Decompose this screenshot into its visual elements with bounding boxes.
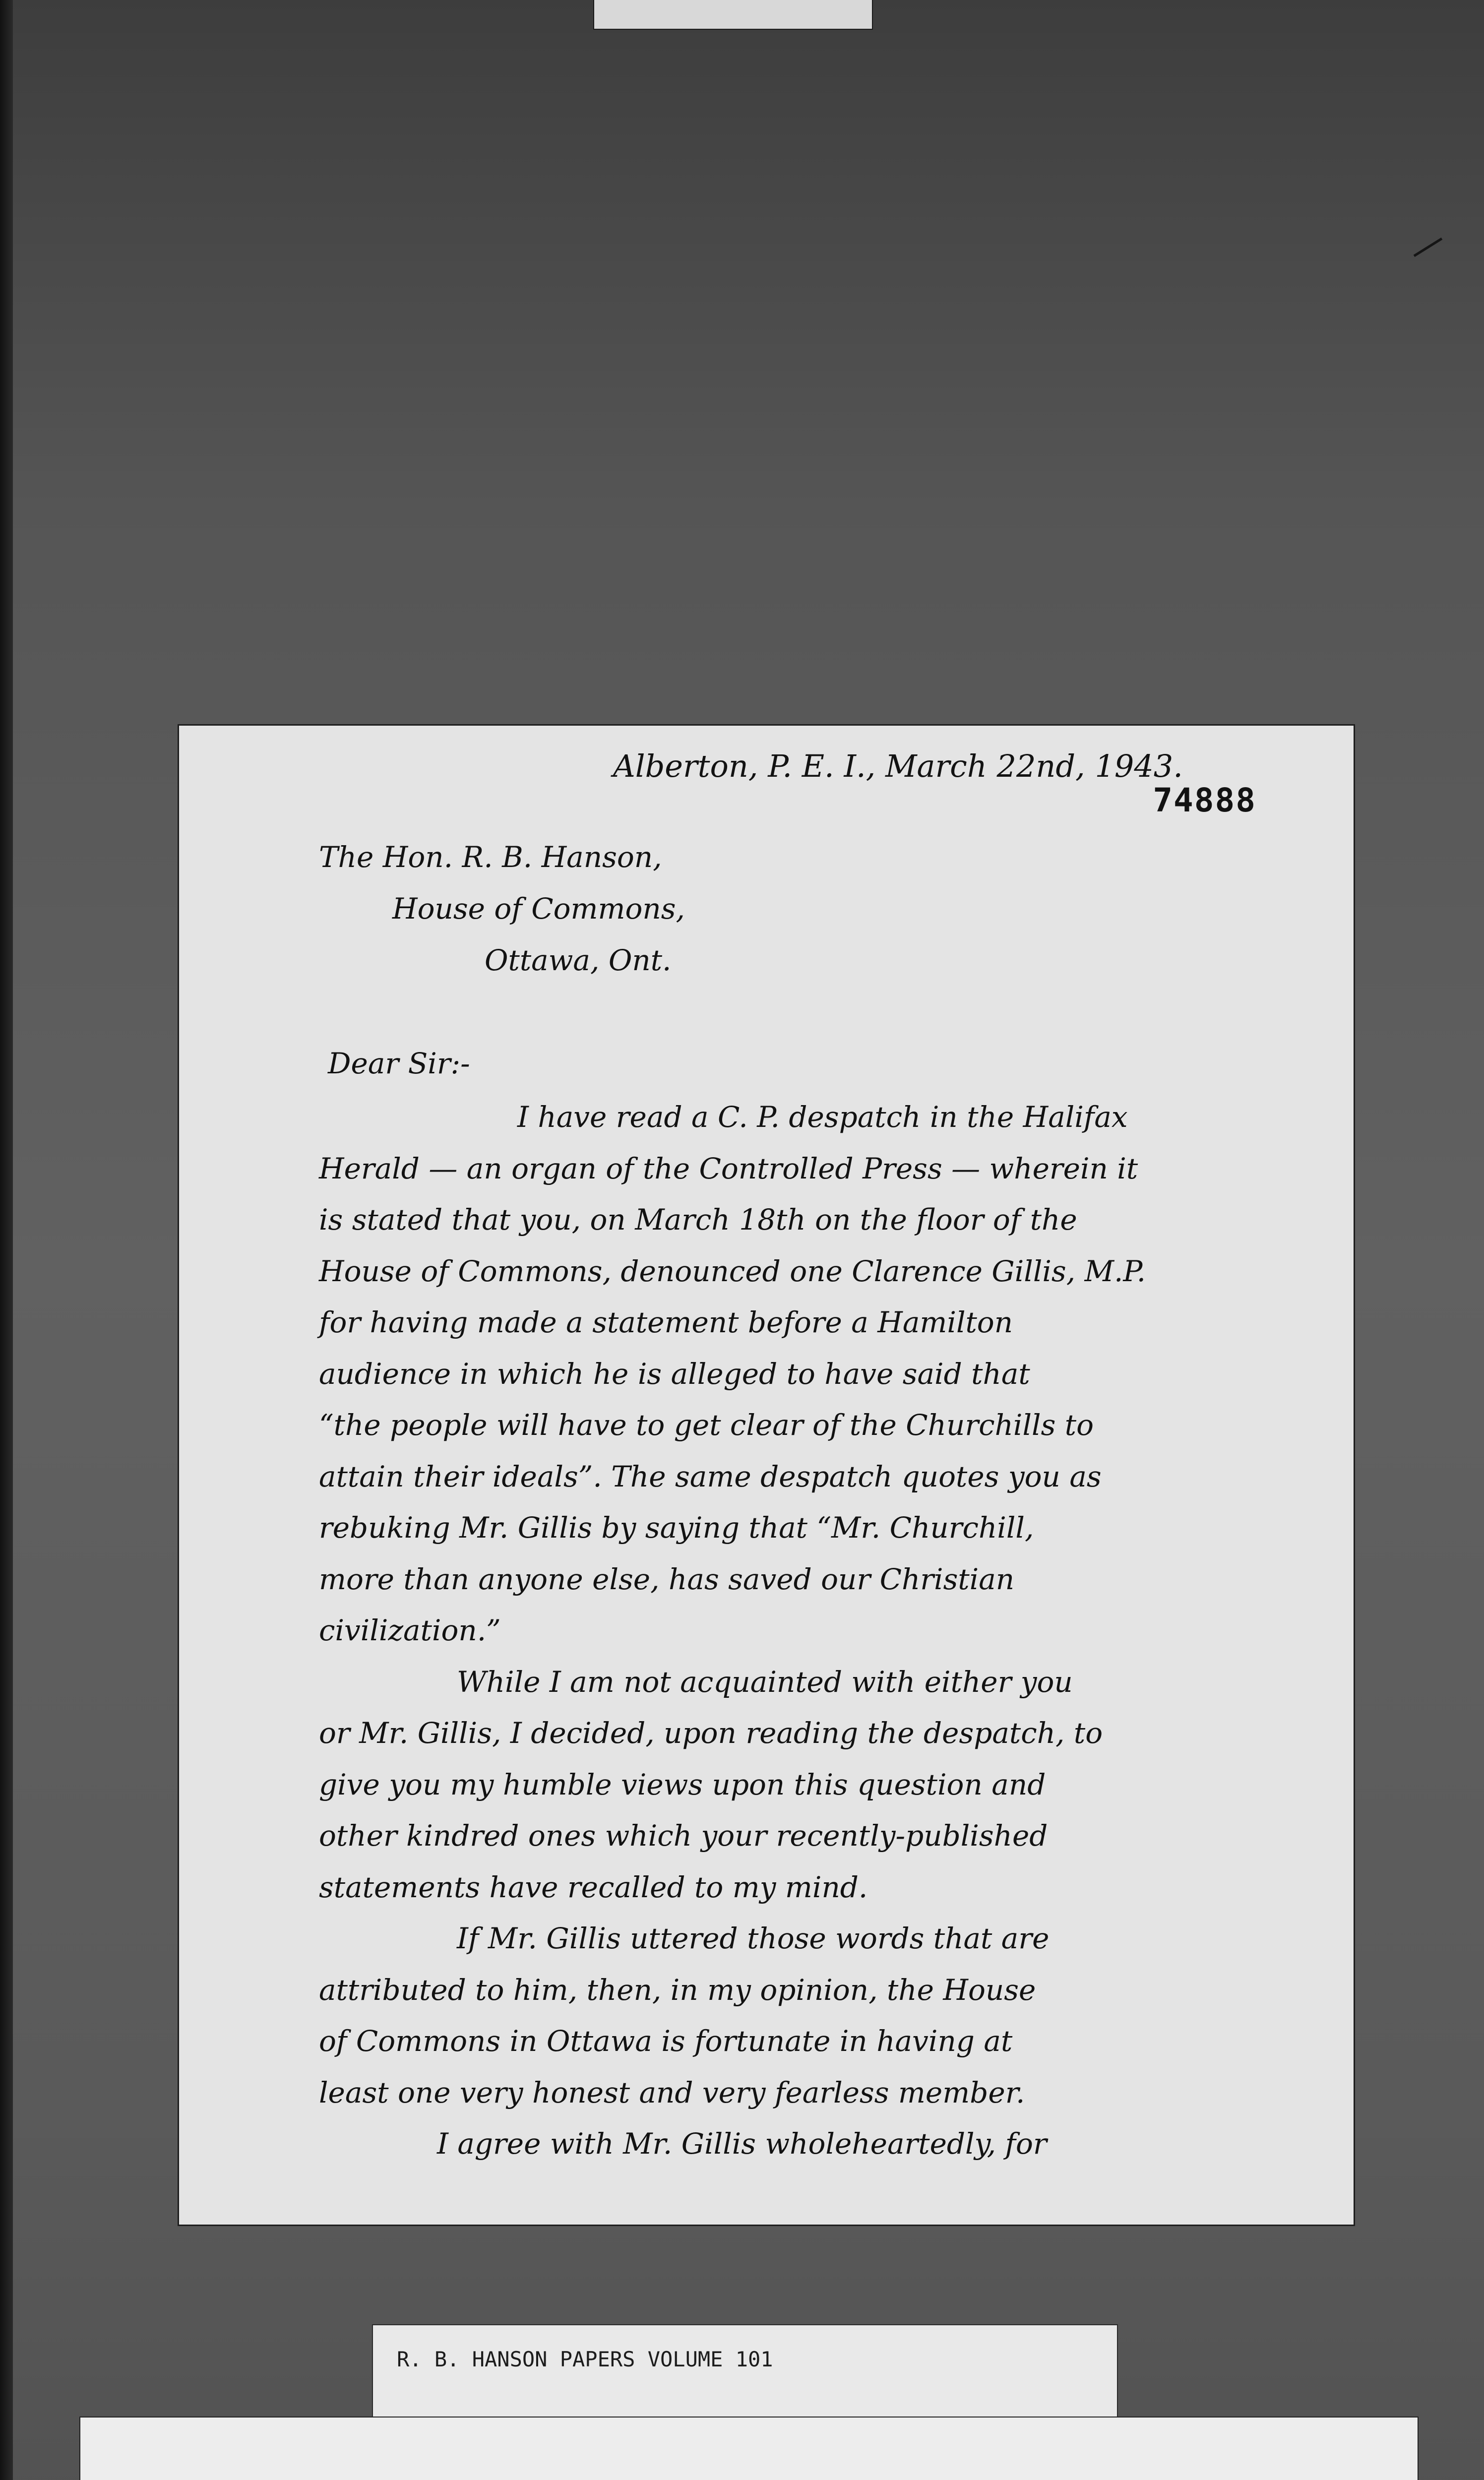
film-edge-strip: [0, 0, 13, 2480]
document-stamp-number: 74888: [1153, 781, 1256, 819]
letter-salutation: Dear Sir:-: [328, 1047, 470, 1080]
collection-label: [372, 2324, 1118, 2423]
letter-body-line: is stated that you, on March 18th on the floor of the: [319, 1203, 1077, 1237]
letter-body-line: other kindred ones which your recently-published: [319, 1819, 1048, 1853]
top-paper-tab: [593, 0, 873, 30]
letter-body-line: rebuking Mr. Gillis by saying that “Mr. Churchill,: [319, 1511, 1034, 1545]
letter-body-line: audience in which he is alleged to have said that: [319, 1357, 1030, 1391]
recipient-address-line: House of Commons,: [392, 892, 685, 926]
letter-body-line: civilization.”: [319, 1613, 501, 1647]
letter-dateline: Alberton, P. E. I., March 22nd, 1943.: [613, 748, 1183, 784]
letter-body-line: “the people will have to get clear of the Churchills to: [319, 1408, 1094, 1442]
letter-body-line: for having made a statement before a Hamilton: [319, 1305, 1013, 1339]
handwritten-letter: [178, 724, 1355, 2226]
letter-body-line: statements have recalled to my mind.: [319, 1870, 868, 1904]
archive-card: [79, 2417, 1419, 2480]
recipient-address-line: Ottawa, Ont.: [485, 943, 672, 977]
letter-body-line: House of Commons, denounced one Clarence Gillis, M.P.: [319, 1254, 1146, 1288]
recipient-name: The Hon. R. B. Hanson,: [319, 840, 662, 874]
letter-body-line: I agree with Mr. Gillis wholeheartedly, for: [437, 2127, 1047, 2161]
collection-label-text: R. B. HANSON PAPERS VOLUME 101: [397, 2347, 773, 2371]
letter-body-line: attributed to him, then, in my opinion, the House: [319, 1973, 1036, 2007]
letter-body-line: If Mr. Gillis uttered those words that are: [457, 1922, 1050, 1955]
letter-body-line: attain their ideals”. The same despatch quotes you as: [319, 1460, 1102, 1493]
letter-body-line: give you my humble views upon this question and: [319, 1768, 1046, 1801]
letter-body-line: least one very honest and very fearless member.: [319, 2076, 1025, 2109]
letter-body-line: While I am not acquainted with either you: [457, 1665, 1073, 1699]
letter-body-line: or Mr. Gillis, I decided, upon reading the despatch, to: [319, 1716, 1103, 1750]
letter-body-line: Herald — an organ of the Controlled Press — wherein it: [319, 1152, 1138, 1185]
letter-body-line: more than anyone else, has saved our Christian: [319, 1562, 1015, 1596]
letter-body-line: I have read a C. P. despatch in the Halifax: [517, 1100, 1128, 1134]
letter-body-line: of Commons in Ottawa is fortunate in having at: [319, 2024, 1013, 2058]
